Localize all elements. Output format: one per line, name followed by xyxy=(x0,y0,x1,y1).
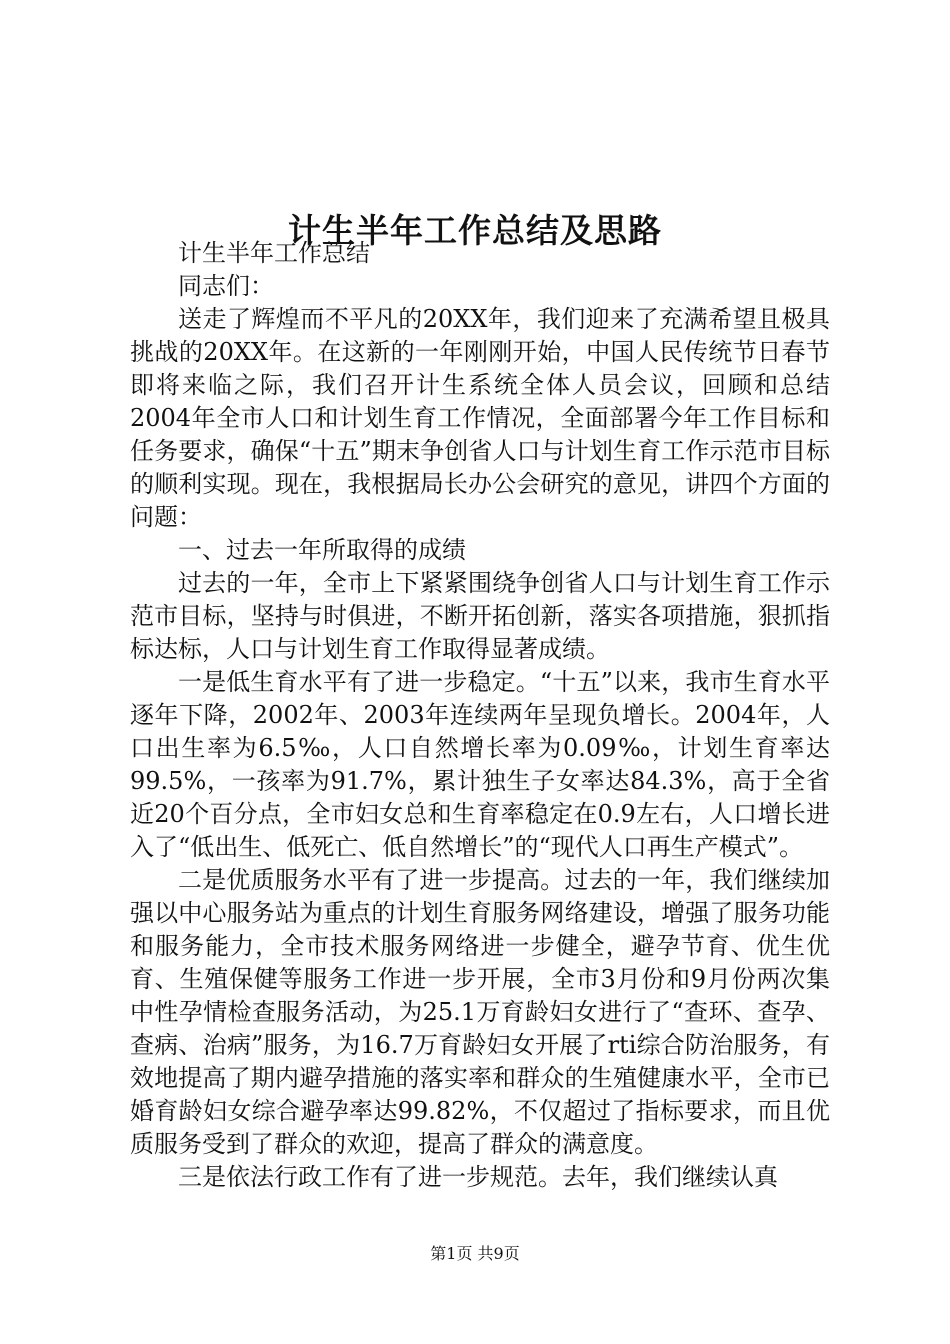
document-title: 计生半年工作总结及思路 xyxy=(288,211,662,251)
paragraph-point-2: 二是优质服务水平有了进一步提高。过去的一年，我们继续加强以中心服务站为重点的计划生育服务网络建设，增强了服务功能和服务能力，全市技术服务网络进一步健全，避孕节育、优生优育、生殖保健等服务工作进一步开展，全市3月份和9月份两次集中性孕情检查服务活动，为25.1万育龄妇女进行了“查环、查孕、查病、治病”服务，为16.7万育龄妇女开展了rti综合防治服务，有效地提高了期内避孕措施的落实率和群众的生殖健康水平，全市已婚育龄妇女综合避孕率达99.82%，不仅超过了指标要求，而且优质服务受到了群众的欢迎，提高了群众的满意度。 xyxy=(130,866,830,1158)
paragraph-point-1: 一是低生育水平有了进一步稳定。“十五”以来，我市生育水平逐年下降，2002年、2003年连续两年呈现负增长。2004年，人口出生率为6.5‰，人口自然增长率为0.09‰，计划生育率达99.5%，一孩率为91.7%，累计独生子女率达84.3%，高于全省近20个百分点，全市妇女总和生育率稳定在0.9左右，人口增长进入了“低出生、低死亡、低自然增长”的“现代人口再生产模式”。 xyxy=(130,668,830,861)
document-body xyxy=(130,237,830,1194)
paragraph-salutation: 同志们： xyxy=(178,272,274,300)
paragraph-section-heading: 一、过去一年所取得的成绩 xyxy=(178,536,466,564)
paragraph-intro: 送走了辉煌而不平凡的20XX年，我们迎来了充满希望且极具挑战的20XX年。在这新的一年刚刚开始，中国人民传统节日春节即将来临之际，我们召开计生系统全体人员会议，回顾和总结2004年全市人口和计划生育工作情况，全面部署今年工作目标和任务要求，确保“十五”期末争创省人口与计划生育工作示范市目标的顺利实现。现在，我根据局长办公会研究的意见，讲四个方面的问题： xyxy=(130,305,830,531)
paragraph-overview: 过去的一年，全市上下紧紧围绕争创省人口与计划生育工作示范市目标，坚持与时俱进，不断开拓创新，落实各项措施，狠抓指标达标，人口与计划生育工作取得显著成绩。 xyxy=(130,569,830,663)
paragraph-point-3: 三是依法行政工作有了进一步规范。去年，我们继续认真 xyxy=(178,1163,778,1191)
page-footer: 第1页 共9页 xyxy=(430,1244,520,1263)
paragraph-heading: 计生半年工作总结 xyxy=(178,239,370,267)
